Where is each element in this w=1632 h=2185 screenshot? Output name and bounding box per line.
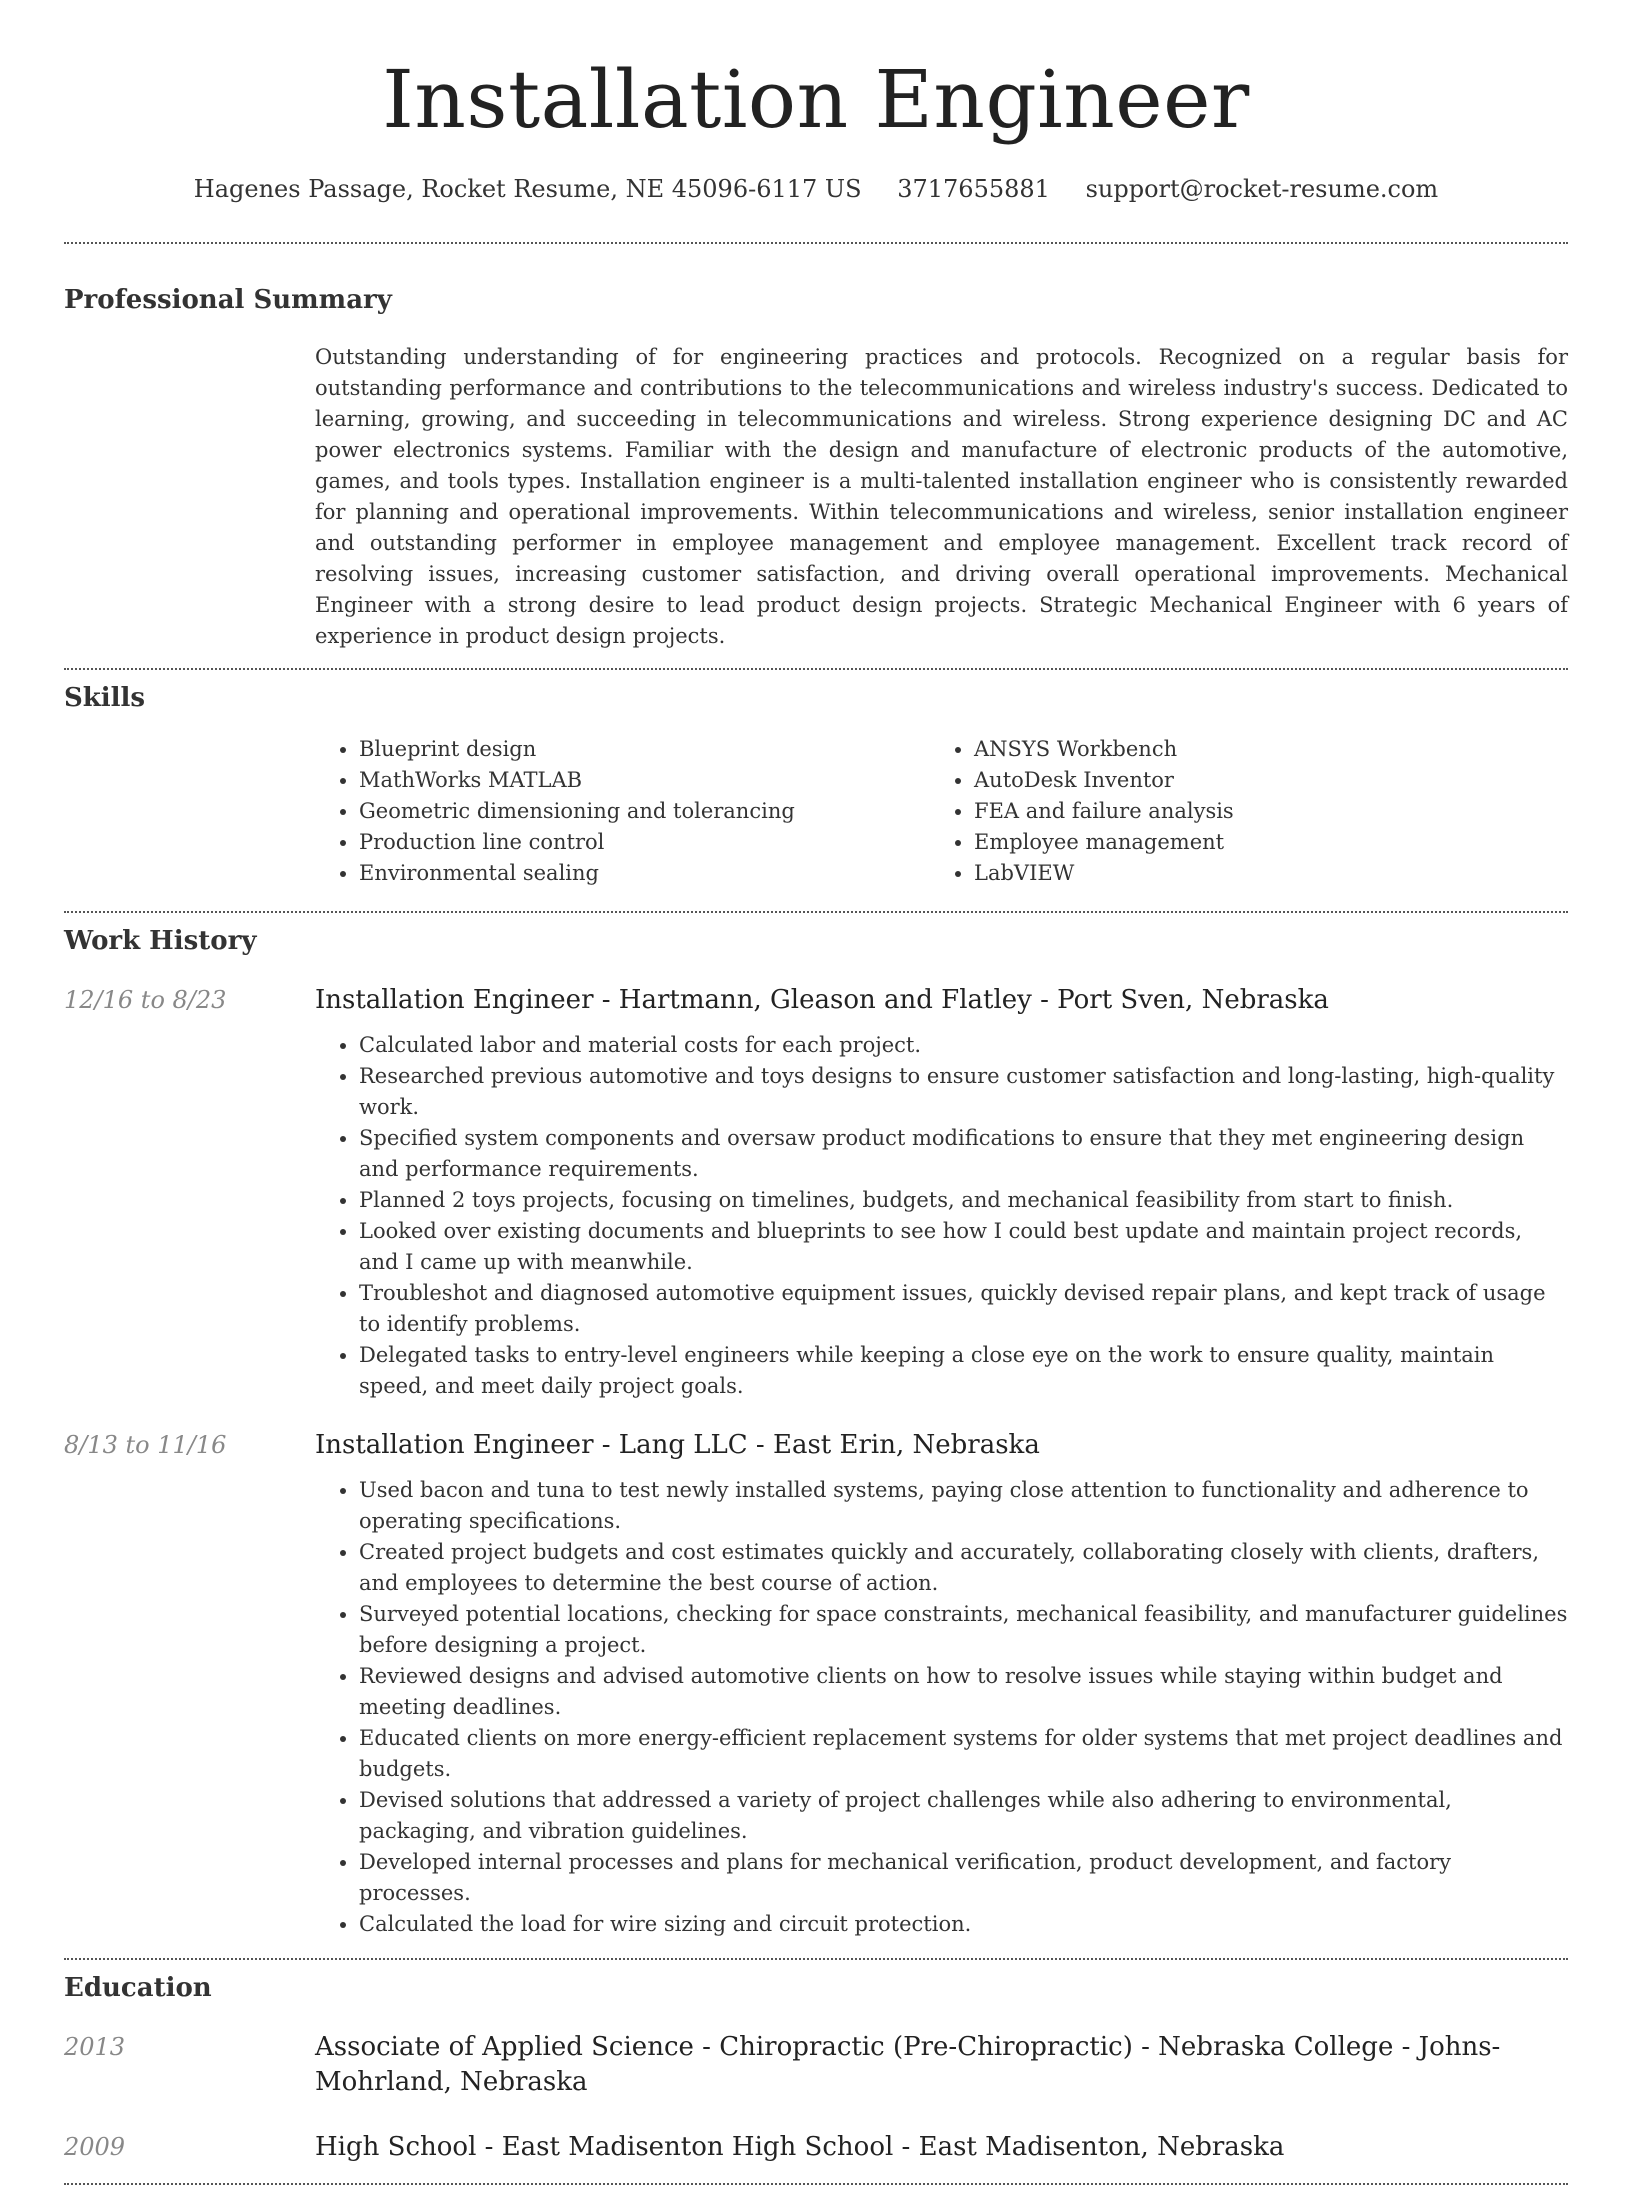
job-bullet: • Surveyed potential locations, checking for space constraints, mechanical feasibility, and manufacturer guidelines before designing a project. <box>359 1599 1568 1661</box>
education-details <box>315 2130 1568 2165</box>
skills-column-right <box>974 734 1545 889</box>
education-details <box>315 2030 1568 2100</box>
skills-title: Skills <box>64 683 146 713</box>
contact-line <box>64 174 1568 204</box>
education-date: 2009 <box>64 2133 126 2161</box>
education-title: Education <box>64 1973 212 2003</box>
job-bullets <box>359 1030 1568 1402</box>
skills-list <box>315 734 1568 889</box>
job-bullet: • Used bacon and tuna to test newly installed systems, paying close attention to functionality and adherence to operating specifications. <box>359 1475 1568 1537</box>
education-degree: Associate of Applied Science - Chiropractic (Pre-Chiropractic) - Nebraska College - Johns-Mohrland, Nebraska <box>315 2032 1501 2097</box>
education-entry <box>64 2030 1568 2100</box>
job-bullet: • Created project budgets and cost estimates quickly and accurately, collaborating closely with clients, drafters, and employees to determine the best course of action. <box>359 1537 1568 1599</box>
job-date: 8/13 to 11/16 <box>64 1431 227 1459</box>
skill-item: • FEA and failure analysis <box>974 796 1545 827</box>
education-degree: High School - East Madisenton High School - East Madisenton, Nebraska <box>315 2132 1285 2162</box>
contact-phone: 3717655881 <box>897 175 1050 203</box>
work-title: Work History <box>64 926 257 956</box>
job-bullet: • Calculated labor and material costs for each project. <box>359 1030 1568 1061</box>
skill-item: • LabVIEW <box>974 858 1545 889</box>
work-list <box>64 983 1568 1940</box>
skill-item: • AutoDesk Inventor <box>974 765 1545 796</box>
job-bullet: • Troubleshot and diagnosed automotive equipment issues, quickly devised repair plans, and kept track of usage to identify problems. <box>359 1278 1568 1340</box>
skill-item: • Blueprint design <box>359 734 930 765</box>
skill-item: • ANSYS Workbench <box>974 734 1545 765</box>
resume-header <box>64 0 1568 204</box>
job-role: Installation Engineer - Hartmann, Gleason and Flatley - Port Sven, Nebraska <box>315 985 1329 1015</box>
skill-item: • Geometric dimensioning and tolerancing <box>359 796 930 827</box>
job-details <box>315 983 1568 1402</box>
job-bullet: • Researched previous automotive and toys designs to ensure customer satisfaction and long-lasting, high-quality work. <box>359 1061 1568 1123</box>
skill-item: • Production line control <box>359 827 930 858</box>
education-date: 2013 <box>64 2033 126 2061</box>
job-role: Installation Engineer - Lang LLC - East Erin, Nebraska <box>315 1430 1040 1460</box>
candidate-name: Installation Engineer <box>382 53 1250 146</box>
skills-column-left <box>359 734 930 889</box>
job-bullet: • Devised solutions that addressed a variety of project challenges while also adhering to environmental, packaging, and vibration guidelines. <box>359 1785 1568 1847</box>
job-bullet: • Calculated the load for wire sizing and circuit protection. <box>359 1909 1568 1940</box>
contact-email: support@rocket-resume.com <box>1085 175 1439 203</box>
contact-address: Hagenes Passage, Rocket Resume, NE 45096-6117 US <box>193 175 862 203</box>
job-bullet: • Delegated tasks to entry-level engineers while keeping a close eye on the work to ensure quality, maintain speed, and meet daily project goals. <box>359 1340 1568 1402</box>
skill-item: • Environmental sealing <box>359 858 930 889</box>
summary-title: Professional Summary <box>64 285 392 315</box>
job-date: 12/16 to 8/23 <box>64 986 227 1014</box>
summary-text: Outstanding understanding of for engineering practices and protocols. Recognized on a regular basis for outstanding performance and contributions to the telecommunications and wireless industry's success. Dedicated to learning, growing, and succeeding in telecommunications and wireless. Strong experience designing DC and AC power electronics systems. Familiar with the design and manufacture of electronic products of the automotive, games, and tools types. Installation engineer is a multi-talented installation engineer who is consistently rewarded for planning and operational improvements. Within telecommunications and wireless, senior installation engineer and outstanding performer in employee management and employee management. Excellent track record of resolving issues, increasing customer satisfaction, and driving overall operational improvements. Mechanical Engineer with a strong desire to lead product design projects. Strategic Mechanical Engineer with 6 years of experience in product design projects. <box>315 345 1568 648</box>
job-details <box>315 1428 1568 1940</box>
job-bullet: • Looked over existing documents and blueprints to see how I could best update and maintain project records, and I came up with meanwhile. <box>359 1216 1568 1278</box>
job-bullet: • Planned 2 toys projects, focusing on timelines, budgets, and mechanical feasibility from start to finish. <box>359 1185 1568 1216</box>
education-section <box>64 1960 1568 2165</box>
skills-section <box>64 670 1568 889</box>
job-bullet: • Specified system components and oversaw product modifications to ensure that they met engineering design and performance requirements. <box>359 1123 1568 1185</box>
skill-item: • MathWorks MATLAB <box>359 765 930 796</box>
summary-section <box>64 244 1568 652</box>
job-bullet: • Reviewed designs and advised automotive clients on how to resolve issues while staying within budget and meeting deadlines. <box>359 1661 1568 1723</box>
job-entry <box>64 1428 1568 1940</box>
skill-item: • Employee management <box>974 827 1545 858</box>
education-entry <box>64 2130 1568 2165</box>
education-list <box>64 2030 1568 2165</box>
job-bullet: • Educated clients on more energy-efficient replacement systems for older systems that met project deadlines and budgets. <box>359 1723 1568 1785</box>
job-bullets <box>359 1475 1568 1940</box>
job-entry <box>64 983 1568 1402</box>
work-section <box>64 913 1568 1940</box>
job-bullet: • Developed internal processes and plans for mechanical verification, product development, and factory processes. <box>359 1847 1568 1909</box>
